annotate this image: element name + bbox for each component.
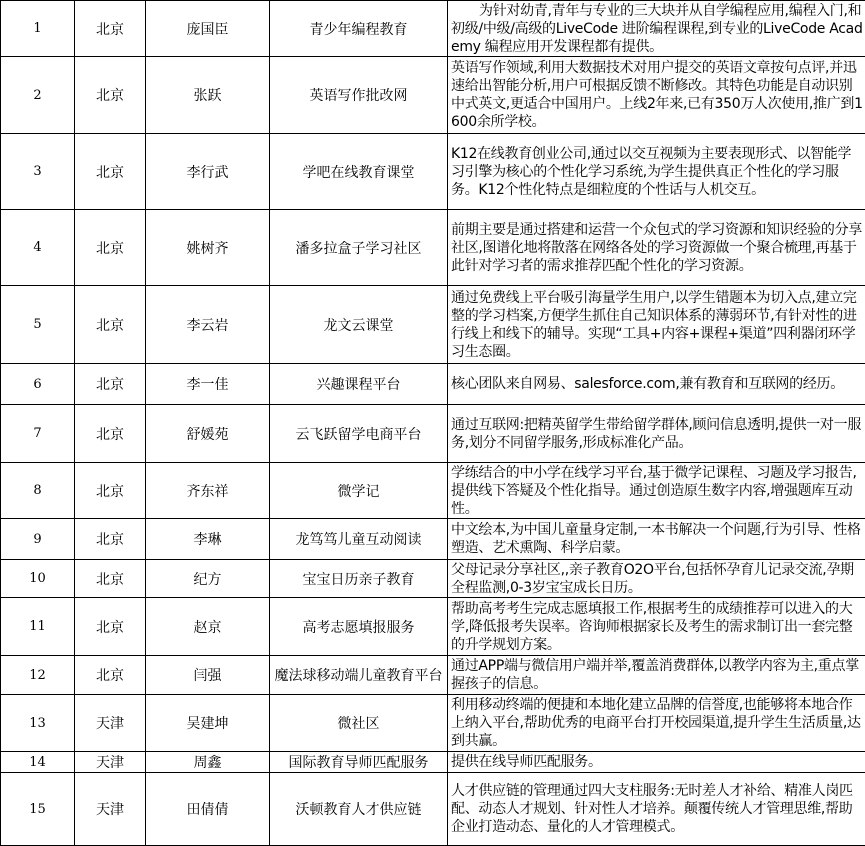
description-cell: 帮助高考考生完成志愿填报工作,根据考生的成绩推荐可以进入的大学,降低报考失误率。咨询师根据家长及考生的需求制订出一套完整的升学规划方案。 xyxy=(448,598,865,656)
description-cell: 人才供应链的管理通过四大支柱服务:无时差人才补给、精准人岗匹配、动态人才规划、针对性人才培养。颠覆传统人才管理思维,帮助企业打造动态、量化的人才管理模式。 xyxy=(448,773,865,846)
project-name-cell: 潘多拉盒子学习社区 xyxy=(270,210,448,286)
city-cell: 天津 xyxy=(75,695,146,752)
person-cell: 周鑫 xyxy=(146,752,270,773)
table-row xyxy=(1,463,865,519)
city-cell: 北京 xyxy=(75,364,146,405)
city-cell: 北京 xyxy=(75,134,146,210)
project-name-cell: 兴趣课程平台 xyxy=(270,364,448,405)
person-cell: 舒媛苑 xyxy=(146,405,270,463)
description-cell: K12在线教育创业公司,通过以交互视频为主要表现形式、以智能学习引擎为核心的个性化学习系统,为学生提供真正个性化的学习服务。K12个性化特点是细粒度的个性话与人机交互。 xyxy=(448,134,865,210)
person-cell: 齐东祥 xyxy=(146,463,270,519)
description-cell: 父母记录分享社区,,亲子教育O2O平台,包括怀孕育儿记录交流,孕期全程监测,0-3岁宝宝成长日历。 xyxy=(448,560,865,598)
description-cell: 核心团队来自网易、salesforce.com,兼有教育和互联网的经历。 xyxy=(448,364,865,405)
city-cell: 北京 xyxy=(75,286,146,364)
project-name-cell: 英语写作批改网 xyxy=(270,57,448,134)
table-row xyxy=(1,656,865,695)
table-row xyxy=(1,560,865,598)
row-number: 8 xyxy=(1,463,75,519)
row-number: 7 xyxy=(1,405,75,463)
project-name-cell: 高考志愿填报服务 xyxy=(270,598,448,656)
city-cell: 北京 xyxy=(75,210,146,286)
project-name-cell: 国际教育导师匹配服务 xyxy=(270,752,448,773)
person-cell: 吴建坤 xyxy=(146,695,270,752)
project-name-cell: 沃顿教育人才供应链 xyxy=(270,773,448,846)
row-number: 10 xyxy=(1,560,75,598)
table-row xyxy=(1,519,865,560)
row-number: 9 xyxy=(1,519,75,560)
project-name-cell: 云飞跃留学电商平台 xyxy=(270,405,448,463)
project-name-cell: 龙笃笃儿童互动阅读 xyxy=(270,519,448,560)
city-cell: 北京 xyxy=(75,656,146,695)
description-cell: 学练结合的中小学在线学习平台,基于微学记课程、习题及学习报告,提供线下答疑及个性化指导。通过创造原生数字内容,增强题库互动性。 xyxy=(448,463,865,519)
person-cell: 赵京 xyxy=(146,598,270,656)
project-name-cell: 学吧在线教育课堂 xyxy=(270,134,448,210)
person-cell: 闫强 xyxy=(146,656,270,695)
description-cell: 英语写作领域,利用大数据技术对用户提交的英语文章按句点评,并迅速给出智能分析,用户可根据反馈不断修改。其特色功能是自动识别中式英文,更适合中国用户。上线2年来,已有350万人次使用,推广到1600余所学校。 xyxy=(448,57,865,134)
table-row xyxy=(1,405,865,463)
person-cell: 纪方 xyxy=(146,560,270,598)
table-row xyxy=(1,1,865,57)
row-number: 11 xyxy=(1,598,75,656)
table-row xyxy=(1,773,865,846)
person-cell: 李一佳 xyxy=(146,364,270,405)
description-cell: 提供在线导师匹配服务。 xyxy=(448,752,865,773)
table-row xyxy=(1,364,865,405)
city-cell: 北京 xyxy=(75,405,146,463)
person-cell: 庞国臣 xyxy=(146,1,270,57)
project-name-cell: 青少年编程教育 xyxy=(270,1,448,57)
description-cell: 通过互联网:把精英留学生带给留学群体,顾问信息透明,提供一对一服务,划分不同留学服务,形成标准化产品。 xyxy=(448,405,865,463)
table-row xyxy=(1,598,865,656)
city-cell: 北京 xyxy=(75,519,146,560)
table-row xyxy=(1,134,865,210)
row-number: 6 xyxy=(1,364,75,405)
person-cell: 田倩倩 xyxy=(146,773,270,846)
person-cell: 李琳 xyxy=(146,519,270,560)
city-cell: 北京 xyxy=(75,598,146,656)
row-number: 2 xyxy=(1,57,75,134)
row-number: 5 xyxy=(1,286,75,364)
row-number: 1 xyxy=(1,1,75,57)
city-cell: 天津 xyxy=(75,752,146,773)
description-cell: 为针对幼青,青年与专业的三大块并从自学编程应用,编程入门,和初级/中级/高级的LiveCode 进阶编程课程,到专业的LiveCode Academy 编程应用开发课程都有提供。 xyxy=(448,1,865,57)
city-cell: 北京 xyxy=(75,1,146,57)
row-number: 13 xyxy=(1,695,75,752)
person-cell: 李云岩 xyxy=(146,286,270,364)
table-row xyxy=(1,286,865,364)
project-name-cell: 宝宝日历亲子教育 xyxy=(270,560,448,598)
project-name-cell: 微社区 xyxy=(270,695,448,752)
person-cell: 张跃 xyxy=(146,57,270,134)
row-number: 3 xyxy=(1,134,75,210)
description-cell: 利用移动终端的便捷和本地化建立品牌的信誉度,也能够将本地合作上纳入平台,帮助优秀的电商平台打开校园渠道,提升学生生活质量,达到共赢。 xyxy=(448,695,865,752)
row-number: 15 xyxy=(1,773,75,846)
city-cell: 北京 xyxy=(75,463,146,519)
description-cell: 中文绘本,为中国儿童量身定制,一本书解决一个问题,行为引导、性格塑造、艺术熏陶、科学启蒙。 xyxy=(448,519,865,560)
city-cell: 北京 xyxy=(75,57,146,134)
description-cell: 通过免费线上平台吸引海量学生用户,以学生错题本为切入点,建立完整的学习档案,方便学生抓住自己知识体系的薄弱环节,有针对性的进行线上和线下的辅导。实现“工具+内容+课程+渠道”四利器闭环学习生态圈。 xyxy=(448,286,865,364)
person-cell: 李行武 xyxy=(146,134,270,210)
table-row xyxy=(1,210,865,286)
description-cell: 通过APP端与微信用户端并举,覆盖消费群体,以教学内容为主,重点掌握孩子的信息。 xyxy=(448,656,865,695)
table-row xyxy=(1,695,865,752)
project-name-cell: 魔法球移动端儿童教育平台 xyxy=(270,656,448,695)
description-cell: 前期主要是通过搭建和运营一个众包式的学习资源和知识经验的分享社区,图谱化地将散落在网络各处的学习资源做一个聚合梳理,再基于此针对学习者的需求推荐匹配个性化的学习资源。 xyxy=(448,210,865,286)
row-number: 12 xyxy=(1,656,75,695)
project-name-cell: 龙文云课堂 xyxy=(270,286,448,364)
table-row xyxy=(1,57,865,134)
table-body xyxy=(1,1,865,846)
project-name-cell: 微学记 xyxy=(270,463,448,519)
row-number: 4 xyxy=(1,210,75,286)
table-row xyxy=(1,752,865,773)
row-number: 14 xyxy=(1,752,75,773)
city-cell: 北京 xyxy=(75,560,146,598)
person-cell: 姚树齐 xyxy=(146,210,270,286)
city-cell: 天津 xyxy=(75,773,146,846)
